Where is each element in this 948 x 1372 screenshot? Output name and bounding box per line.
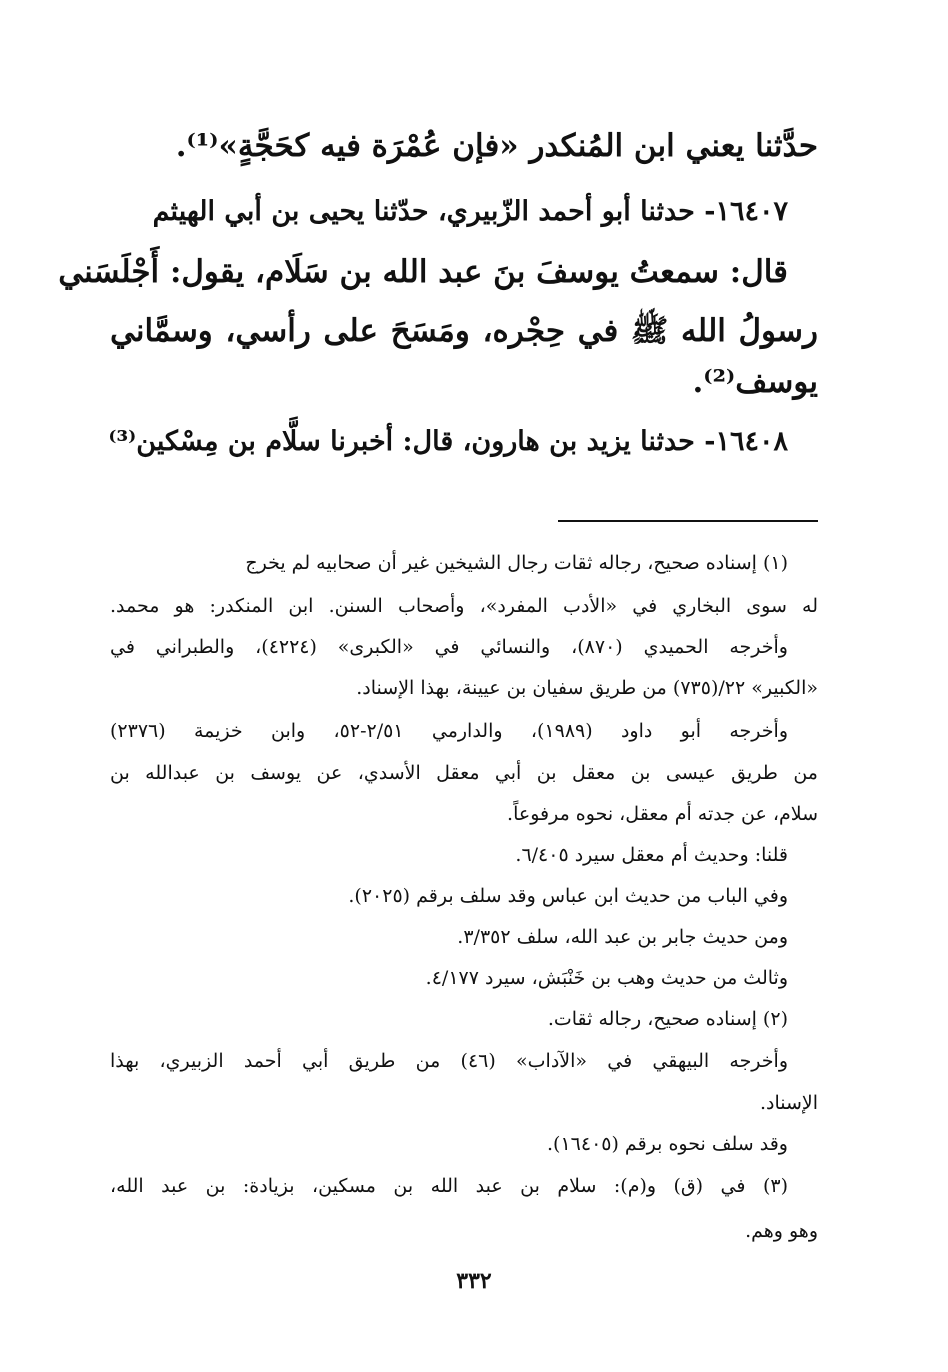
footnote-line-2: له سوى البخاري في «الأدب المفرد»، وأصحاب السنن. ابن المنكدر: هو محمد. [110, 595, 818, 617]
main-text-line-4: رسولُ الله ﷺ في حِجْره، ومَسَحَ على رأسي، وسمَّاني [110, 313, 818, 349]
footnote-line-6: من طريق عيسى بن معقل بن أبي معقل الأسدي، عن يوسف بن عبدالله بن [110, 762, 818, 784]
footnote-line-4: «الكبير» ٢٢/(٧٣٥) من طريق سفيان بن عيينة، بهذا الإسناد. [356, 677, 818, 699]
footnote-line-8: قلنا: وحديث أم معقل سيرد ٦/٤٠٥. [515, 844, 788, 866]
footnote-line-12: (٢) إسناده صحيح، رجاله ثقات. [547, 1008, 788, 1030]
footnote-line-1: (١) إسناده صحيح، رجاله ثقات رجال الشيخين غير أن صحابيه لم يخرج [245, 552, 788, 574]
footnote-line-13: وأخرجه البيهقي في «الآداب» (٤٦) من طريق أبي أحمد الزبيري، بهذا [110, 1050, 788, 1072]
main-text-line-1: حدَّثنا يعني ابن المُنكدر «فإن عُمْرَة فيه كحَجَّةٍ»⁽¹⁾. [175, 128, 818, 164]
footnote-line-11: وثالث من حديث وهب بن خَنْبَش، سيرد ٤/١٧٧. [425, 967, 788, 989]
main-text-line-2: ١٦٤٠٧- حدثنا أبو أحمد الزّبيري، حدّثنا يحيى بن أبي الهيثم [152, 196, 788, 227]
footnote-divider [558, 520, 818, 522]
main-text-line-5: يوسف⁽²⁾. [692, 364, 818, 400]
main-text-line-6: ١٦٤٠٨- حدثنا يزيد بن هارون، قال: أخبرنا سلَّام بن مِسْكين⁽³⁾ [108, 426, 788, 457]
footnote-line-9: وفي الباب من حديث ابن عباس وقد سلف برقم (٢٠٢٥). [348, 885, 788, 907]
main-text-line-3: قال: سمعتُ يوسفَ بنَ عبد الله بن سَلَام، يقول: أَجْلَسَني [58, 254, 788, 290]
footnote-line-10: ومن حديث جابر بن عبد الله، سلف ٣/٣٥٢. [457, 926, 788, 948]
footnote-line-14: الإسناد. [759, 1092, 818, 1114]
footnote-line-7: سلام، عن جدته أم معقل، نحوه مرفوعاً. [507, 803, 818, 825]
footnote-line-5: وأخرجه أبو داود (١٩٨٩)، والدارمي ٢/٥١-٥٢، وابن خزيمة (٢٣٧٦) [110, 720, 788, 742]
footnote-line-15: وقد سلف نحوه برقم (١٦٤٠٥). [547, 1133, 788, 1155]
footnote-line-17: وهو وهم. [745, 1220, 818, 1242]
footnote-line-3: وأخرجه الحميدي (٨٧٠)، والنسائي في «الكبرى» (٤٢٢٤)، والطبراني في [110, 636, 788, 658]
page-number: ٣٣٢ [456, 1268, 492, 1294]
footnote-line-16: (٣) في (ق) و(م): سلام بن عبد الله بن مسكين، بزيادة: بن عبد الله، [110, 1175, 788, 1197]
